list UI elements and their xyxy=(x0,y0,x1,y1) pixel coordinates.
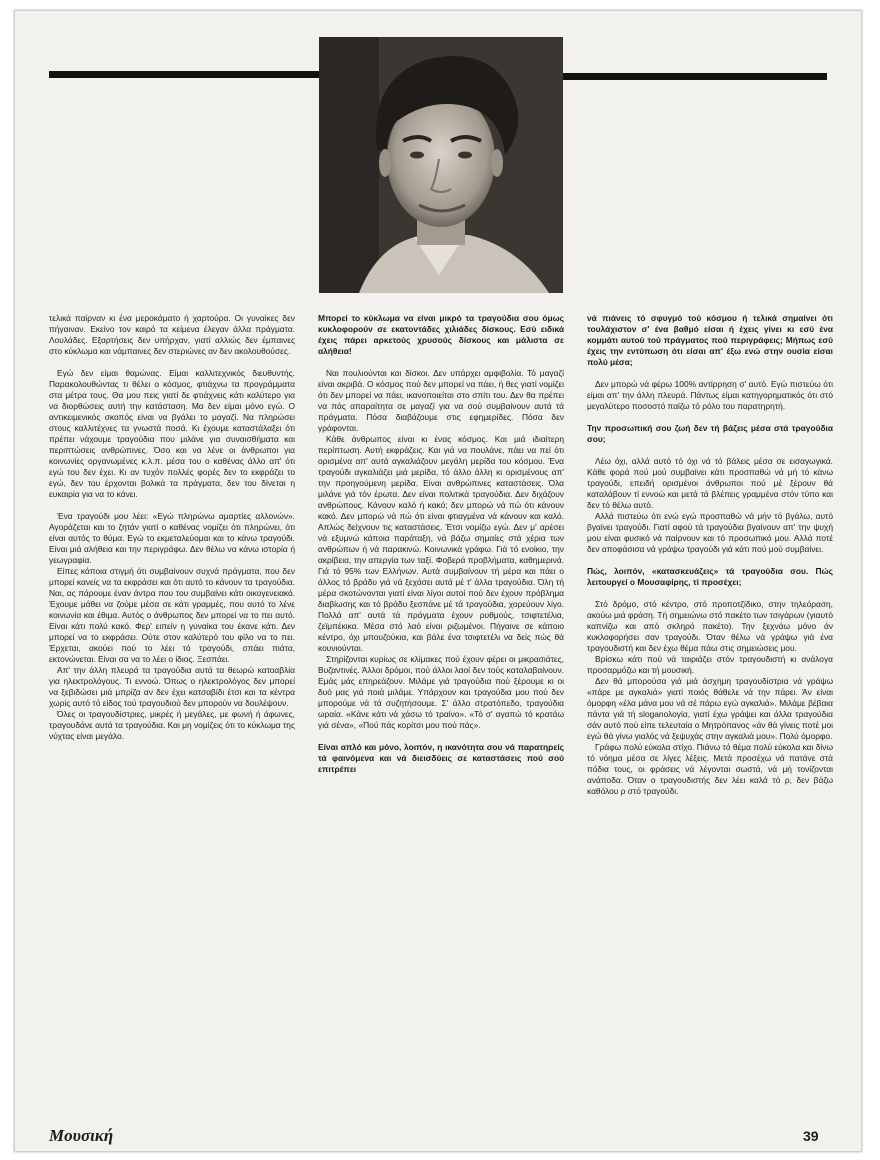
text-column-1 xyxy=(49,313,295,1109)
paragraph: Είπες κάποια στιγμή ότι συμβαίνουν συχνά πράγματα, που δεν μπορεί κανείς να τα εκφράσει και ότι αυτό το κάνουν τα τραγούδια. Ναι, ας πάρουμε έναν άντρα που του συμβαίνει κάτι οικογενειακό. Έχουμε μάθει να ζούμε μέσα σε κάτι γραμμές, που αυτό το λένε κοινωνία και έθιμα. Αυτός ο άνθρωπος δεν μπορεί να το πει αυτό. Είναι κάτι πολύ κακό. Φερ' ειπείν η γυναίκα του έκανε κάτι. Δεν μπορεί να το εκφράσει. Ούτε στον καλύτερό του φίλο να το πει. Έρχεται, ακούει πού το λέει τό τραγούδι, σπάει πιάτα, εκτονώνεται. Είναι σα να το λέει ο ίδιος. Ξεσπάει. xyxy=(49,566,295,664)
paragraph: Ναι πουλιούνται και δίσκοι. Δεν υπάρχει αμφιβολία. Τό μαγαζί είναι ακριβά. Ο κόσμος πού δεν μπορεί να πάει, ή θες γιατί νομίζει ότι δεν μπορεί να πάει, ικανοποιείται στο σπίτι του. Δεν θα πρέπει να πάς απαραίτητα σε μαγαζί για να σού συμβαίνουν αυτά τά πράγματα. Πόσα διαβάζουμε στις εφημερίδες. Πόσα δεν γράφονται. xyxy=(318,368,564,433)
paragraph: Όλες οι τραγουδίστριες, μικρές ή μεγάλες, με φωνή ή άφωνες, τραγουδάνε αυτά τα τραγούδια. Και μη νομίζεις ότι το κύκλωμα της νύχτας είναι μεγάλο. xyxy=(49,709,295,741)
paragraph: Στηρίζονται κυρίως σε κλίμακες πού έχουν φέρει οι μικρασιάτες, Βυζαντινές. Άλλοι δρόμοι, πού άλλοι λαοί δεν τούς καταλαβαίνουν. Εμάς μάς επηρεάζουν. Μιλάμε γιά τραγούδια πού ξέρουμε κι οι δυό μας γιά ποιά μιλάμε. Υπάρχουν και τραγούδια μου πού δεν μπορούμε νά τά συζητήσουμε. Σ' άλλο στρατόπεδο, τραγούδια ωραία. «Κάνε κάτι νά χάσω τό τραίνο». «Τό σ' αγαπώ τό κρατάω γιά σένα», «Πού πάς κορίτσι μου πού πάς». xyxy=(318,654,564,730)
paragraph: Εγώ δεν είμαι θαμώνας. Είμαι καλλιτεχνικός διευθυντής. Παρακολουθώντας τι θέλει ο κόσμος, φτιάχνω τα προγράμματα στα μέτρα τους. Θα μου πεις γιατί δε φτιάχνεις κάτι καλύτερο για να διορθώσεις αυτή την κατάσταση. Μα δεν είμαι μόνο εγώ. Ο αντικειμενικός σκοπός είναι να βγάλει το μαγαζί. Να πληρώσει στους καλλιτέχνες τα γνωστά ποσά. Κι έχουμε καταστάλαξει ότι πρέπει νάχουμε τραγούδια που μιλάνε για συναισθήματα και περιπτώσεις ανθρώπινες. Όσο και να λένε οι άνθρωποι για κοινωνίες οργανωμένες κ.λ.π. μέσα του ο καθένας άλλο απ' ότι εγώ του δεν έχει. Κι αν τυχόν πολλές φορές δεν το εκφράζει το εγώ, δεν του έρχονται βολικά τα πράγματα, δεν του δίνεται η ευκαιρία για να το κάνει. xyxy=(49,368,295,499)
paragraph: Βρίσκω κάτι πού νά ταιριάζει στόν τραγουδιστή κι ανάλογα προσαρμόζω και τή μουσική. xyxy=(587,654,833,675)
magazine-page xyxy=(14,10,862,1152)
paragraph: Γράφω πολύ εύκολα στίχο. Πιάνω τό θέμα πολύ εύκολα και δίνω τό νόημα μέσα σε λίγες λέξεις. Μετά προσέχω νά πατάνε στά πόδια τους, οι φράσεις νά λέγονται σωστά, νά μή τονίζονται ανάποδα. Όταν ο τραγουδιστής δεν λέει καλά τό ρ, δεν βάζω καθόλου ρ στό τραγούδι. xyxy=(587,742,833,796)
header-rule-left xyxy=(49,71,327,78)
interview-question: Την προσωπική σου ζωή δεν τή βάζεις μέσα στά τραγούδια σου; xyxy=(587,423,833,444)
interview-question: Μπορεί το κύκλωμα να είναι μικρό τα τραγούδια σου όμως κυκλοφορούν σε εκατοντάδες χιλιάδες δίσκους. Εσύ ειδικά έχεις πάρει αρκετούς χρυσούς δίσκους και μάλιστα σε αλήθεια! xyxy=(318,313,564,356)
paragraph: Ένα τραγούδι μου λέει: «Εγώ πληρώνω αμαρτίες αλλονών». Αγοράζεται και το ζητάν γιατί ο καθένας νομίζει ότι πληρώνει, ότι είναι αυτός το θύμα. Εγώ το εκμεταλεύομαι και το κάνω τραγούδι. Είναι μιά αλήθεια και την περιγράφω. Δεν θέλω να κάνω ιστορία ή γεωγραφία. xyxy=(49,511,295,565)
interview-question: Είναι απλό και μόνο, λοιπόν, η ικανότητα σου νά παρατηρείς τά φαινόμενα και νά διεισδύεις σε καταστάσεις πού σού επιτρέπει xyxy=(318,742,564,774)
paragraph: Στό δρόμο, στό κέντρο, στό προποτζίδικο, στην τηλεόραση, ακούω μιά φράση. Τή σημειώνω στό πακέτο των τσιγάρων (γιαυτό καπνίζω και από σκληρό πακέτο). Την ξεχνάω μόνο άν κυκλοφορήσει σαν τραγούδι. Όταν θέλω νά γράψω γιά ένα τραγουδιστή και δεν έχω θέμα πάω στις σημειώσεις μου. xyxy=(587,599,833,653)
paragraph: τελικά παίρναν κι ένα μεροκάματο ή χαρτούρα. Οι γυναίκες δεν πήγαιναν. Εκείνο τον καιρό τα κείμενα έλεγαν άλλα πράγματα. Λουλάδες. Εξαρτήσεις δεν υπήρχαν, γιατί αλλιώς δεν έμπαινες στο κύκλωμα και νάμπαινες δεν στεριώνες αν δεν ακολουθούσες. xyxy=(49,313,295,356)
interview-question: νά πιάνεις τό σφυγμό τού κόσμου ή τελικά σημαίνει ότι τουλάχιστον σ' ένα βαθμό είσαι ή έχεις γίνει κι εσύ ένα κομμάτι αυτού τού πράγματος πού περιγράφεις; Μήπως εσύ έχεις την εντύπωση ότι είσαι απ' έξω ενώ στην ουσία είσαι πολύ μέσα; xyxy=(587,313,833,367)
paragraph: Δεν θά μπορούσα γιά μιά άσχημη τραγουδίστρια νά γράψω «πάρε με αγκαλιά» γιατί ποιός θάθελε νά την πάρει. Άν είναι όμορφη «έλα μάνα μου νά σέ πάρω εγώ αγκαλιά». Μιλάμε βέβαια πάντα γιά τή sloganολογία, γιατί έχω γράψει και άλλα τραγούδια σάν αυτό πού είπε τελευταία ο Μητρόπανος «άν θά γίνεις ποτέ μοι εγώ θά γίνω γιαλός νά ξεψυχάς στην αγκαλιά μου». Πολύ όμορφο. xyxy=(587,676,833,741)
paragraph: Λέω όχι, αλλά αυτό τό όχι νά τό βάλεις μέσα σε εισαγωγικά. Κάθε φορά πού μού συμβαίνει κάτι προσπαθώ νά μή τό κάνω τραγούδι, επειδή ορισμένοι άνθρωποι πού μέ ξέρουν θά καταλάβουν τί εννοώ και μετά τά βλέπεις γραμμένα στόν τύπο και δεν τό θέλω αυτό. xyxy=(587,456,833,510)
paragraph: Αλλά πιστεύω ότι ενώ εγώ προσπαθώ νά μήν τό βγάλω, αυτό βγαίνει τραγούδι. Γιατί αφού τά τραγούδια βγαίνουν απ' την ψυχή μου είναι φυσικό νά παίρνουν και τό προσωπικό μου. Αλλά ποτέ δεν αποφάσισα νά γράψω τραγούδι γιά κάτι πού μού συμβαίνει. xyxy=(587,511,833,554)
paragraph: Δεν μπορώ νά φέρω 100% αντίρρηση σ' αυτό. Εγώ πιστεύω ότι είμαι απ' την άλλη πλευρά. Πάντως είμαι κατηγορηματικός ότι στό μεγαλύτερο ποσοστό παίζω τό ρόλο του παρατηρητή. xyxy=(587,379,833,411)
header-rule-right xyxy=(555,73,827,80)
text-column-3 xyxy=(587,313,833,1109)
section-title: Μουσική xyxy=(49,1126,114,1145)
text-column-2 xyxy=(318,313,564,1109)
interview-question: Πώς, λοιπόν, «κατασκευάζεις» τά τραγούδια σου. Πώς λειτουργεί ο Μουσαφίρης, τί προσέχει; xyxy=(587,566,833,587)
page-number: 39 xyxy=(803,1128,819,1144)
paragraph: Κάθε άνθρωπος είναι κι ένας κόσμος. Και μιά ιδιαίτερη περίπτωση. Αυτή εκφράζεις. Και γιά να πουλάνε, πάει να πεί ότι ορισμένα απ' αυτά αγκαλιάζουν μεγάλη μερίδα του κόσμου. Ένα τραγούδι αγκαλιάζει μιά μερίδα, τό άλλο άλλη κι ορισμένους απ' την προηγούμενη μερίδα. Είναι ανθρώπινες καταστάσεις. Όλα μιλάνε γιά τόν έρωτα. Δεν είναι πολιτικά τραγούδια. Δεν διχάζουν ανθρώπους. Κάνουν καλό ή κακό; δεν μπορώ νά πώ ότι κάνουν κακό. Δεν μπορώ νά πώ ότι είναι φτιαγμένα νά κάνουν και καλό. Απλώς δείχνουν τις καταστάσεις. Έτσι νομίζω εγώ. Δεν μ' αρέσει νά εξυμνώ κάποια παράταξη, νά βάζω σημαίες στά χέρια των ανθρώπων ή νά παρακινώ. Κοινωνικά γράφω. Γιά τό ενοίκιο, την ακρίβεια, την απεργία των ταξί. Φοβερά προβλήματα, καθημερινά. Γιά τό 95% των Ελλήνων. Αυτά συμβαίνουν τή μέρα και πάει ο άλλος τό βράδυ γιά νά ξεχάσει αυτά μέ τ' άλλα τραγούδια. Όλη τή μέρα σκοτώνονται γιατί είναι λίγοι αυτοί πού δεν έχουν πρόβλημα διαβίωσης και τό βράδυ ξεσπάνε μέ τά τραγούδια, χορεύουν λίγο. Πολλά απ' αυτά τά πράγματα έχουν ρυθμούς, τσιφτετέλια, ζεϊμπέκικα. Μέσα στό λαό είναι ριζωμένοι. Πήγαινε σε κάποιο κέντρο, όχι μπουζούκια, και βάλε ένα τσιφτετέλι να δείς πώς θά κουνιούνται. xyxy=(318,434,564,653)
paragraph: Απ' την άλλη πλευρά τα τραγούδια αυτά τα θεωρώ κατοαβλία για ηλεκτρολόγους. Τι εννοώ. Όπως ο ηλεκτρολόγος δεν μπορεί να ξεβιδώσει μιά μπρίζα αν δεν έχει κατσαβίδι έτσι και τα κέντρα χωρίς αυτό τό είδος τού τραγουδιού δεν μπορούν να δουλέψουν. xyxy=(49,665,295,708)
portrait-photo xyxy=(319,37,563,293)
